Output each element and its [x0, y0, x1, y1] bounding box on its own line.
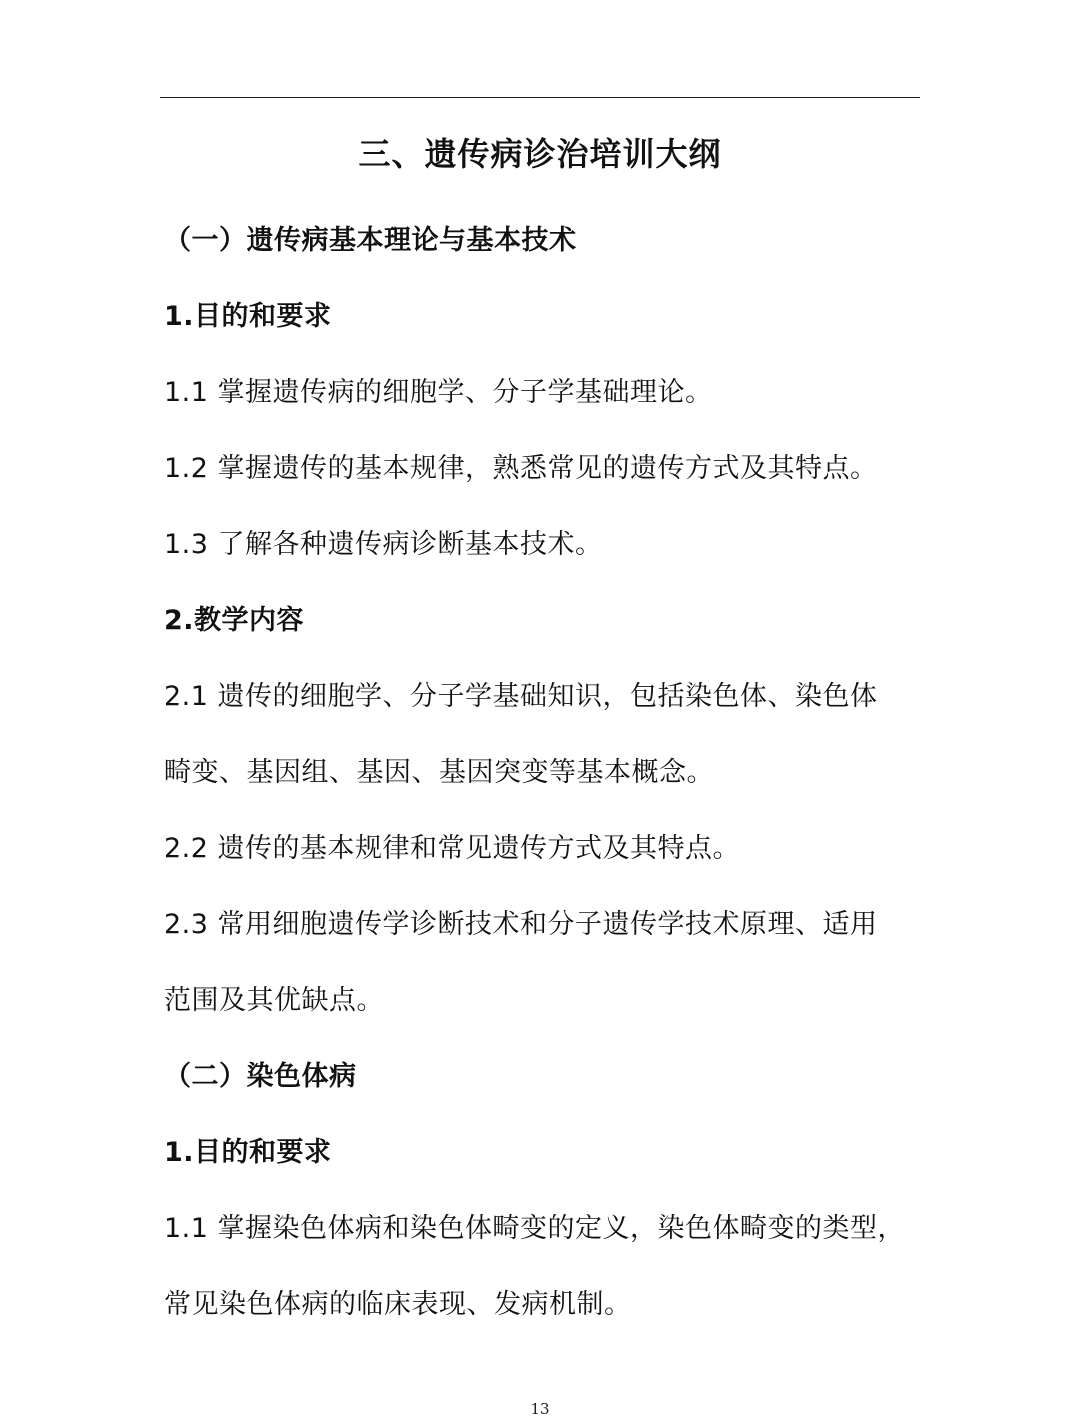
- paragraph-line: 2.1 遗传的细胞学、分子学基础知识，包括染色体、染色体: [164, 681, 878, 712]
- section-heading-1: （一）遗传病基本理论与基本技术: [164, 225, 577, 256]
- paragraph-line: 1.3 了解各种遗传病诊断基本技术。: [164, 529, 603, 560]
- subheading-content-1: 2.教学内容: [164, 605, 305, 636]
- paragraph-line: 范围及其优缺点。: [164, 985, 384, 1016]
- paragraph-line: 1.1 掌握遗传病的细胞学、分子学基础理论。: [164, 377, 713, 408]
- page-number: 13: [530, 1400, 550, 1418]
- page-title: 三、遗传病诊治培训大纲: [358, 135, 722, 173]
- header-rule: [160, 97, 920, 98]
- subheading-goals-2: 1.目的和要求: [164, 1137, 332, 1168]
- section-heading-2: （二）染色体病: [164, 1061, 357, 1092]
- paragraph-line: 1.2 掌握遗传的基本规律，熟悉常见的遗传方式及其特点。: [164, 453, 878, 484]
- paragraph-line: 2.2 遗传的基本规律和常见遗传方式及其特点。: [164, 833, 741, 864]
- subheading-goals-1: 1.目的和要求: [164, 301, 332, 332]
- paragraph-line: 常见染色体病的临床表现、发病机制。: [164, 1289, 632, 1320]
- paragraph-line: 2.3 常用细胞遗传学诊断技术和分子遗传学技术原理、适用: [164, 909, 878, 940]
- paragraph-line: 畸变、基因组、基因、基因突变等基本概念。: [164, 757, 714, 788]
- paragraph-line: 1.1 掌握染色体病和染色体畸变的定义，染色体畸变的类型，: [164, 1213, 906, 1244]
